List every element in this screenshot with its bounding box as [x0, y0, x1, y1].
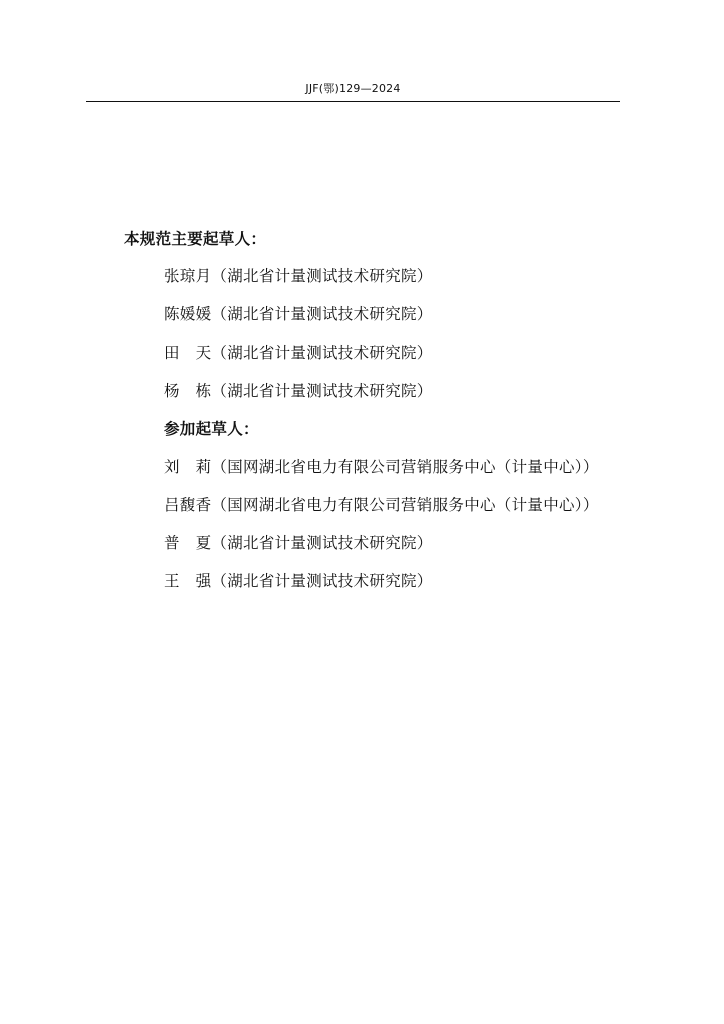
drafter-entry — [164, 379, 433, 401]
drafter-org: （湖北省计量测试技术研究院） — [211, 344, 433, 362]
drafter-org: （国网湖北省电力有限公司营销服务中心（计量中心）） — [211, 458, 599, 476]
drafter-org: （湖北省计量测试技术研究院） — [211, 382, 433, 400]
drafter-entry — [164, 341, 433, 363]
drafter-name: 普 夏 — [164, 534, 212, 552]
drafter-name: 吕馥香 — [164, 496, 212, 514]
drafter-org: （湖北省计量测试技术研究院） — [211, 572, 433, 590]
drafter-org: （湖北省计量测试技术研究院） — [211, 305, 433, 323]
drafter-entry — [164, 455, 599, 477]
drafter-name: 田 天 — [164, 344, 212, 362]
drafter-org: （国网湖北省电力有限公司营销服务中心（计量中心）） — [211, 496, 599, 514]
drafter-org: （湖北省计量测试技术研究院） — [211, 534, 433, 552]
drafter-entry — [164, 264, 433, 286]
header-divider — [86, 101, 620, 102]
drafter-entry — [164, 569, 433, 591]
drafter-entry — [164, 493, 599, 515]
drafter-entry — [164, 302, 433, 324]
main-drafters-heading: 本规范主要起草人： — [124, 230, 267, 248]
drafter-name: 陈媛媛 — [164, 305, 212, 323]
drafter-name: 杨 栋 — [164, 382, 212, 400]
document-code: JJF(鄂)129—2024 — [305, 82, 401, 95]
drafter-entry — [164, 531, 433, 553]
drafter-name: 刘 莉 — [164, 458, 212, 476]
drafter-org: （湖北省计量测试技术研究院） — [211, 267, 433, 285]
drafter-name: 王 强 — [164, 572, 212, 590]
drafter-name: 张琼月 — [164, 267, 212, 285]
participating-drafters-heading: 参加起草人： — [164, 420, 259, 438]
